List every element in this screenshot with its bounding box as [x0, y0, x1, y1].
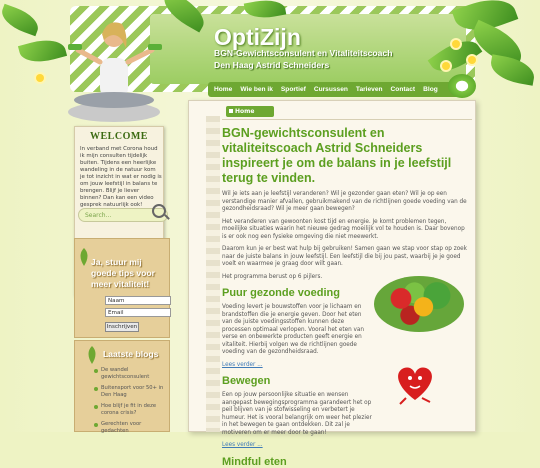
latest-blogs-title: Laatste blogs — [103, 349, 159, 359]
flower-decoration — [468, 56, 476, 64]
section-heading-move: Bewegen — [222, 375, 271, 387]
read-more-link[interactable]: Lees verder ... — [222, 442, 263, 448]
site-title[interactable]: OptiZijn — [214, 24, 301, 50]
welcome-title: WELCOME — [90, 131, 148, 142]
subscribe-button[interactable]: Inschrijven — [106, 324, 138, 330]
paragraph: Het programma berust op 6 pijlers. — [222, 273, 323, 280]
site-subtitle: BGN-Gewichtsconsulent en Vitaliteitscoach Den Haag Astrid Schneiders — [214, 48, 393, 70]
paragraph: Het veranderen van gewoonten kost tijd en energie. Je komt problemen tegen, moeilijke situaties waarin het nieuwe gedrag moeilijk vol te houden is. Daar bovenop is er ook nog een fysieke omgeving die niet meewerkt. — [222, 218, 465, 240]
section-heading-food: Puur gezonde voeding — [222, 287, 340, 299]
section-heading-mindful: Mindful eten — [222, 455, 287, 468]
welcome-text: In verband met Corona houd ik mijn consulten tijdelijk buiten. Tijdens een heerlijke wandeling in de natuur kom je tot inzicht in wat er nodig is om jouw leefstijl in balans te brengen. Blijf je liever binnen? Dan kan een video gesprek natuurlijk ook! — [80, 146, 162, 208]
flower-decoration — [442, 62, 450, 70]
search-icon[interactable] — [152, 204, 166, 218]
blog-link[interactable]: Buitensport voor 50+ in Den Haag — [101, 385, 169, 399]
breadcrumb[interactable]: Home — [226, 106, 274, 117]
nav-cursussen[interactable]: Cursussen — [313, 86, 348, 93]
newsletter-box — [74, 238, 170, 338]
intro-paragraph: Wil je iets aan je leefstijl veranderen? Wil je gezonder gaan eten? Wil je op een verstandige manier afvallen, gebruikmakend van de richtlijnen goede voeding van de gezondheidsraad? Wil je meer gaan bewegen? — [222, 191, 467, 212]
latest-blogs-box — [74, 340, 170, 432]
sidebar — [66, 100, 176, 432]
divider — [222, 119, 472, 120]
page-title: BGN-gewichtsconsulent en vitaliteitscoach Astrid Schneiders inspireert je om de balans in je leefstijl terug te vinden. — [222, 126, 452, 185]
leaf-decoration — [488, 54, 536, 85]
nav-contact[interactable]: Contact — [390, 86, 416, 93]
food-paragraph: Voeding levert je bouwstoffen voor je lichaam en brandstoffen die je energie geven. Door het eten van de juiste voedingsstoffen kunnen deze processen optimaal verlopen. Vooral het eten van verse en onbewerkte producten geeft energie en vitaliteit. Hierbij volgen we de richtlijnen goede voeding van de gezondheidsraad. — [222, 304, 365, 355]
nav-tarieven[interactable]: Tarieven — [355, 86, 383, 93]
blog-link[interactable]: Gerechten voor gedachten — [101, 421, 169, 435]
leaf-icon — [85, 345, 99, 365]
blog-link[interactable]: Hoe blijf je fit in deze corona crisis? — [101, 403, 169, 417]
newsletter-title: Ja, stuur mij goede tips voor meer vitaliteit! — [91, 257, 155, 289]
flower-decoration — [452, 40, 460, 48]
leaf-decoration — [0, 4, 42, 36]
page-binding — [206, 116, 220, 432]
vegetables-heart-image — [374, 276, 464, 332]
nav-home[interactable]: Home — [214, 86, 233, 93]
leaf-decoration — [18, 35, 67, 68]
email-field[interactable]: Email — [105, 308, 171, 317]
flower-decoration — [36, 74, 44, 82]
paragraph: Daarom kun je er best wat hulp bij gebruiken! Samen gaan we stap voor stap op zoek naar de juiste balans in jouw leefstijl. Een leefstijl die bij jou past, waarbij je je goed voelt en waarmee je graag door wilt gaan. — [222, 246, 467, 267]
rss-icon[interactable] — [448, 74, 476, 98]
nav-sportief[interactable]: Sportief — [280, 86, 306, 93]
read-more-link[interactable]: Lees verder ... — [222, 361, 263, 368]
header — [0, 0, 540, 100]
nav-blog[interactable]: Blog — [423, 86, 438, 93]
leaf-icon — [77, 247, 91, 267]
name-field[interactable]: Naam — [105, 296, 171, 305]
search-input[interactable]: Search... — [78, 208, 168, 222]
move-paragraph: Een op jouw persoonlijke situatie en wensen aangepast bewegingsprogramma garandeert het op peil blijven van je stofwisseling en verbetert je humeur. Het is vooral belangrijk om weer het plezier in het bewegen te gaan ontdekken. Dit zal je motiveren om er meer door te gaan! — [222, 392, 372, 436]
main-nav — [208, 82, 468, 97]
nav-wie-ben-ik[interactable]: Wie ben ik — [240, 86, 273, 93]
blog-link[interactable]: De wandel gewichtsconsulent — [101, 367, 169, 381]
running-heart-image — [392, 360, 438, 404]
